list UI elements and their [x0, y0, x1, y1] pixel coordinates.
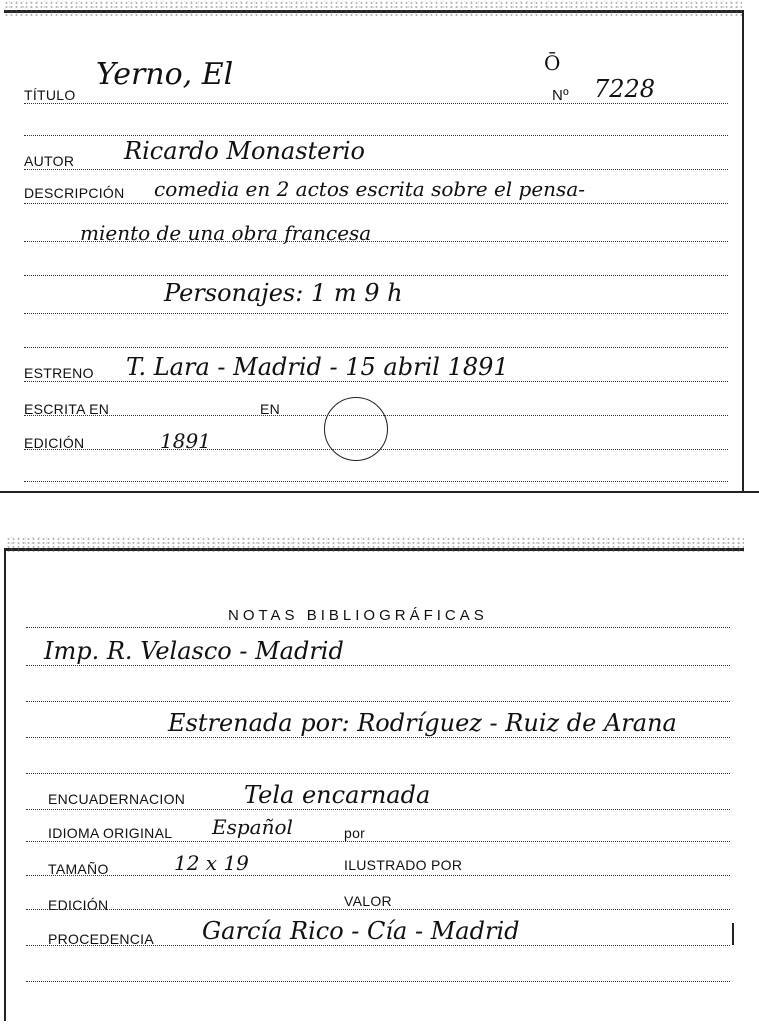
autor-label: AUTOR: [24, 153, 75, 169]
procedencia-line: [26, 945, 730, 946]
card-top-speckle: [4, 1, 742, 17]
descripcion-line1: comedia en 2 actos escrita sobre el pensa-: [154, 177, 585, 201]
numero-value: 7228: [594, 75, 656, 103]
tamano-value: 12 x 19: [174, 851, 249, 875]
en-label: EN: [260, 401, 281, 417]
descripcion-line2: miento de una obra francesa: [80, 221, 372, 245]
idioma-value: Español: [212, 815, 293, 839]
blank-line: [24, 275, 728, 276]
notas-heading: NOTAS BIBLIOGRÁFICAS: [228, 607, 488, 624]
nota-1: Imp. R. Velasco - Madrid: [44, 637, 344, 665]
tamano-line: [26, 875, 730, 876]
blank-line: [24, 135, 728, 136]
card-top-speckle: [6, 537, 744, 553]
estreno-line: [24, 381, 728, 382]
tamano-label: TAMAÑO: [48, 861, 109, 877]
blank-line: [24, 481, 728, 482]
edicion-label: EDICIÓN: [48, 897, 109, 913]
catalog-card-front: [4, 10, 744, 491]
edicion-value: 1891: [160, 429, 211, 453]
idioma-line: [26, 841, 730, 842]
personajes-value: Personajes: 1 m 9 h: [164, 279, 403, 307]
idioma-label: IDIOMA ORIGINAL: [48, 825, 173, 841]
descripcion-line: [24, 203, 728, 204]
ilustrado-label: ILUSTRADO POR: [344, 857, 463, 873]
titulo-label: TÍTULO: [24, 87, 76, 103]
catalog-card-back: [4, 548, 744, 1021]
blank-line: [24, 347, 728, 348]
por-label: por: [344, 825, 366, 841]
heading-line: [26, 627, 730, 628]
edicion-label: EDICIÓN: [24, 435, 85, 451]
nota-line: [26, 701, 730, 702]
blank-line: [26, 981, 730, 982]
procedencia-label: PROCEDENCIA: [48, 931, 154, 947]
numero-mark: Ō: [544, 51, 561, 75]
edicion-line: [24, 449, 728, 450]
edge-mark: [732, 923, 734, 945]
autor-value: Ricardo Monasterio: [124, 137, 365, 165]
estreno-value: T. Lara - Madrid - 15 abril 1891: [126, 353, 509, 381]
estreno-label: ESTRENO: [24, 365, 94, 381]
personajes-line: [24, 313, 728, 314]
edicion-line: [26, 909, 730, 910]
descripcion-line-2: [24, 241, 728, 242]
encuadernacion-label: ENCUADERNACION: [48, 791, 186, 807]
escrita-en-label: ESCRITA EN: [24, 401, 110, 417]
nota-line: [26, 737, 730, 738]
nota-2: Estrenada por: Rodríguez - Ruiz de Arana: [168, 709, 677, 737]
card-separator: [0, 491, 759, 493]
valor-label: VALOR: [344, 893, 392, 909]
titulo-line: [24, 103, 728, 104]
autor-line: [24, 169, 728, 170]
punch-hole: [324, 397, 388, 461]
encuadernacion-value: Tela encarnada: [244, 781, 431, 809]
nota-line: [26, 665, 730, 666]
procedencia-value: García Rico - Cía - Madrid: [202, 917, 520, 945]
encuadernacion-line: [26, 809, 730, 810]
descripcion-label: DESCRIPCIÓN: [24, 185, 125, 201]
numero-label: Nº: [552, 87, 569, 104]
titulo-value: Yerno, El: [96, 57, 234, 92]
nota-line: [26, 773, 730, 774]
